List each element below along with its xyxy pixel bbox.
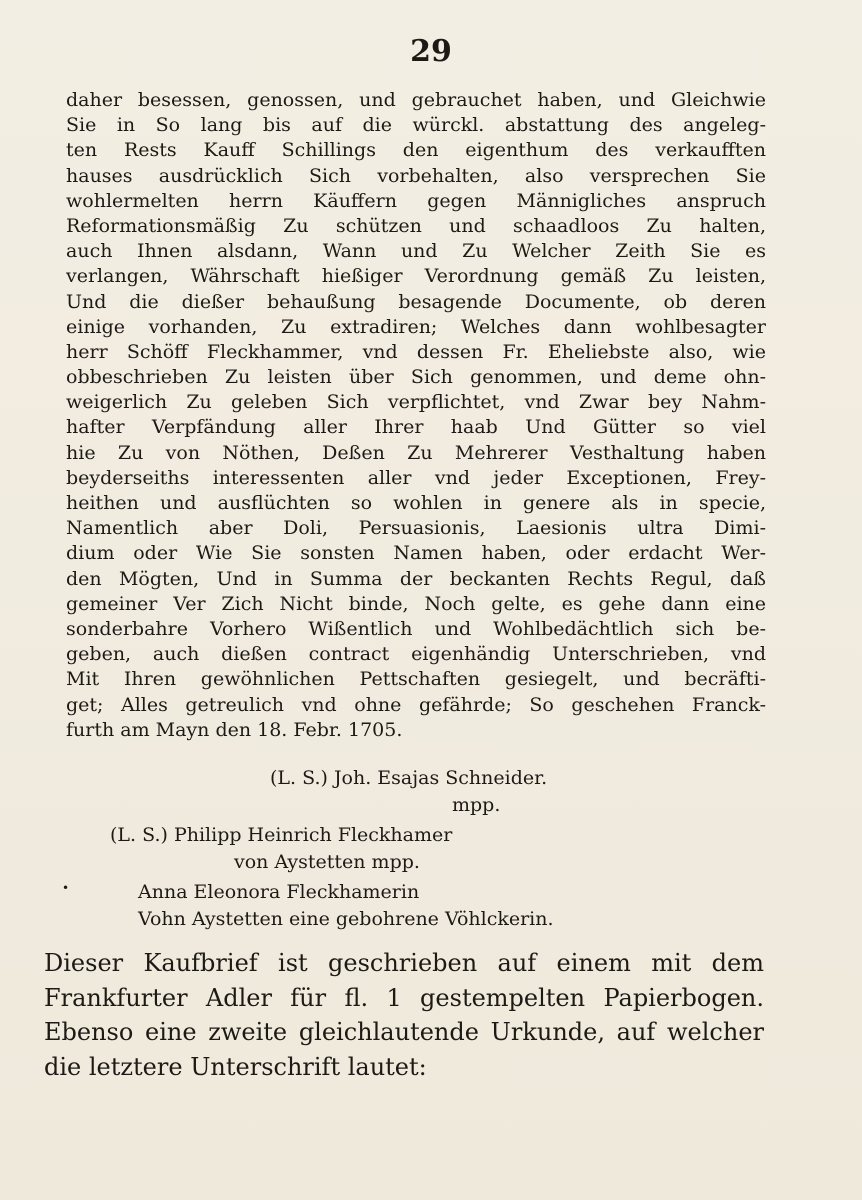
note-line: die letztere Unterschrift lautet:: [44, 1052, 427, 1081]
bullet-mark: •: [62, 881, 70, 895]
text-line: gemeiner Ver Zich Nicht binde, Noch gelte, es gehe dann eine: [66, 592, 766, 615]
text-line: Reformationsmäßig Zu schützen und schaadloos Zu halten,: [66, 214, 766, 237]
text-line: geben, auch dießen contract eigenhändig Unterschrieben, vnd: [66, 643, 766, 666]
text-line: daher besessen, genossen, und gebrauchet haben, und Gleichwie: [66, 89, 766, 111]
text-line: verlangen, Währschaft hießiger Verordnung gemäß Zu leisten,: [66, 265, 766, 288]
text-line: beyderseiths interessenten aller vnd jeder Exceptionen, Frey-: [66, 466, 766, 489]
text-line: Sie in So lang bis auf die würckl. abstattung des angeleg-: [66, 114, 766, 137]
signature-fleckhamerin: Anna Eleonora Fleckhamerin: [138, 881, 420, 903]
signature-fleckhamer: (L. S.) Philipp Heinrich Fleckhamer: [110, 824, 453, 846]
note-line: Ebenso eine zweite gleichlautende Urkunde, auf welcher: [44, 1018, 764, 1046]
signature-origin: von Aystetten mpp.: [234, 851, 420, 873]
text-line: dium oder Wie Sie sonsten Namen haben, oder erdacht Wer-: [66, 542, 766, 565]
text-line: weigerlich Zu geleben Sich verpflichtet, vnd Zwar bey Nahm-: [66, 391, 766, 414]
editor-note: [44, 946, 764, 1084]
text-line: hie Zu von Nöthen, Deßen Zu Mehrerer Vesthaltung haben: [66, 441, 766, 464]
note-line: Frankfurter Adler für fl. 1 gestempelten Papierbogen.: [44, 983, 764, 1012]
text-line: den Mögten, Und in Summa der beckanten Rechts Regul, daß: [66, 567, 766, 590]
text-line: Mit Ihren gewöhnlichen Pettschaften gesiegelt, und becräfti-: [66, 668, 766, 691]
text-line: furth am Mayn den 18. Febr. 1705.: [66, 718, 403, 741]
text-line: get; Alles getreulich vnd ohne gefährde; So geschehen Franck-: [66, 693, 766, 716]
contract-text: [66, 88, 766, 743]
text-line: ten Rests Kauff Schillings den eigenthum des verkaufften: [66, 139, 766, 162]
text-line: obbeschrieben Zu leisten über Sich genommen, und deme ohn-: [66, 366, 766, 389]
text-line: Und die dießer behaußung besagende Documente, ob deren: [66, 290, 766, 313]
text-line: sonderbahre Vorhero Wißentlich und Wohlbedächtlich sich be-: [66, 617, 766, 640]
page-number: 29: [410, 34, 452, 69]
text-line: einige vorhanden, Zu extradiren; Welches dann wohlbesagter: [66, 315, 766, 338]
text-line: hafter Verpfändung aller Ihrer haab Und Gütter so viel: [66, 416, 766, 439]
signature-mpp: mpp.: [452, 794, 501, 816]
text-line: auch Ihnen alsdann, Wann und Zu Welcher Zeith Sie es: [66, 240, 766, 263]
text-line: wohlermelten herrn Käuffern gegen Männigliches anspruch: [66, 189, 766, 212]
text-line: hauses ausdrücklich Sich vorbehalten, also versprechen Sie: [66, 164, 766, 187]
text-line: herr Schöff Fleckhammer, vnd dessen Fr. Eheliebste also, wie: [66, 340, 766, 363]
signature-schneider: (L. S.) Joh. Esajas Schneider.: [270, 767, 548, 789]
text-line: Namentlich aber Doli, Persuasionis, Laesionis ultra Dimi-: [66, 517, 766, 540]
note-line: Dieser Kaufbrief ist geschrieben auf einem mit dem: [44, 949, 764, 977]
signature-vohlckerin: Vohn Aystetten eine gebohrene Vöhlckerin.: [138, 908, 554, 930]
text-line: heithen und ausflüchten so wohlen in genere als in specie,: [66, 492, 766, 514]
